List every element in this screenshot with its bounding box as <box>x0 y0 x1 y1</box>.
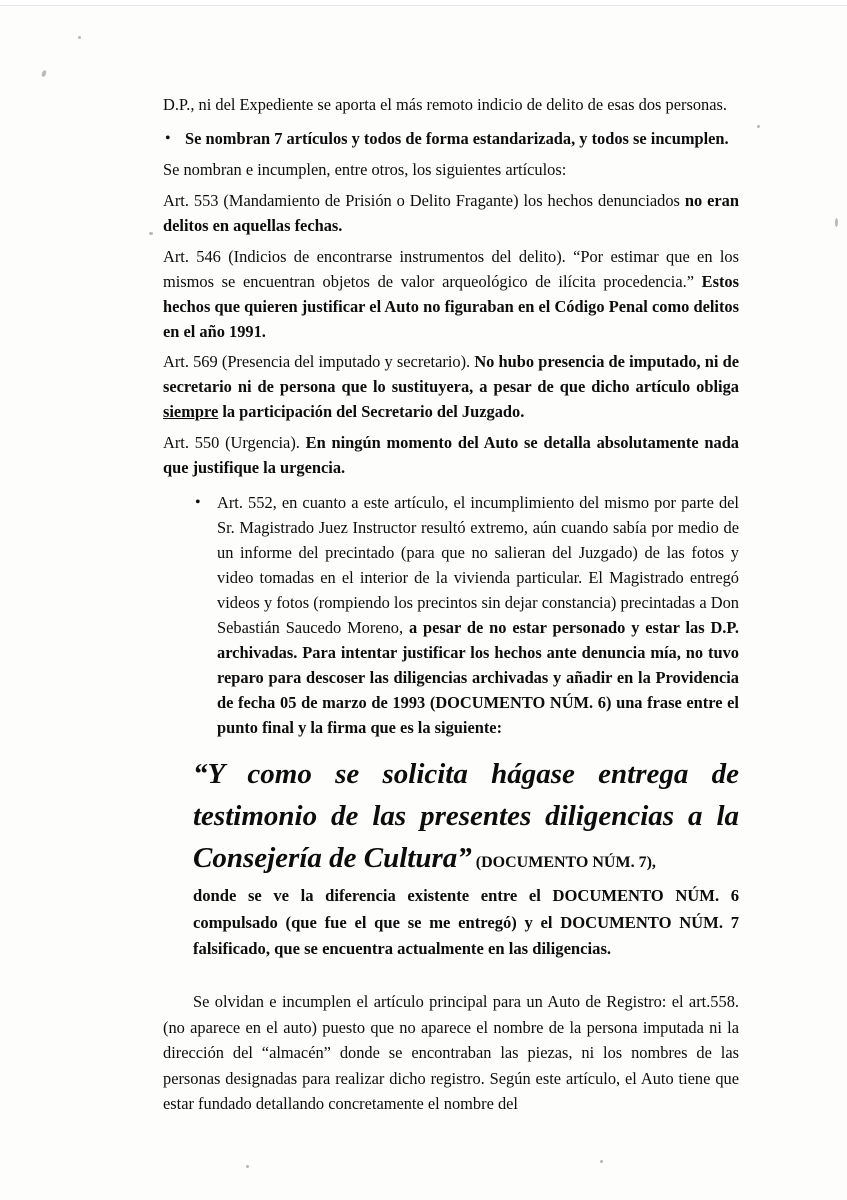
bullet-glyph: • <box>165 129 171 147</box>
paragraph-art-553 <box>163 189 739 239</box>
art-550-bold: En ningún momento del Auto se detalla absolutamente nada que justifique la urgencia. <box>163 433 740 478</box>
quotation-large: “Y como se solicita hágase entrega de testimonio de las presentes diligencias a la Consejería de Cultura” <box>193 757 739 874</box>
scan-speck <box>246 1165 249 1168</box>
paragraph-final: Se olvidan e incumplen el artículo principal para un Auto de Registro: el art.558. (no aparece en el auto) puesto que no aparece el nombre de la persona imputada ni la dirección del “almacén” donde se encontraban las piezas, ni los nombres de las personas designadas para realizar dicho registro. Según este artículo, el Auto tiene que estar fundado detallando concretamente el nombre del <box>163 992 739 1113</box>
art-569-bold-b: la participación del Secretario del Juzgado. <box>218 402 525 422</box>
art-569-bold-a: No hubo presencia de imputado, ni de secretario ni de persona que lo sustituyera, a pesar de que dicho artículo obliga <box>163 352 739 397</box>
quotation-text <box>193 753 739 879</box>
paragraph-art-546 <box>163 245 739 345</box>
scan-speck <box>41 69 48 77</box>
bullet-glyph: • <box>195 494 201 512</box>
quotation-document-ref: (DOCUMENTO NÚM. 7), <box>471 853 656 871</box>
paragraph-art-550 <box>163 431 739 481</box>
scan-edge <box>0 0 847 6</box>
scan-speck <box>835 218 838 227</box>
paragraph-list-intro: Se nombran e incumplen, entre otros, los siguientes artículos: <box>163 159 567 179</box>
art-552-bold: a pesar de no estar personado y estar las D.P. archivadas. Para intentar justificar los hechos ante denuncia mía, no tuvo reparo para descoser las diligencias archivadas y añadir en la Providencia de fecha 05 de marzo de 1993 (DOCUMENTO NÚM. 6) una frase entre el punto final y la firma que es la siguiente: <box>217 617 739 737</box>
document-body <box>163 93 739 1116</box>
bullet-item-art-552 <box>193 491 739 740</box>
bullet-item-articles <box>163 127 739 152</box>
quotation-block <box>193 753 739 964</box>
scan-speck <box>78 36 81 39</box>
art-553-normal: Art. 553 (Mandamiento de Prisión o Delito Fragante) los hechos denunciados <box>163 190 685 210</box>
quotation-followup: donde se ve la diferencia existente entre el DOCUMENTO NÚM. 6 compulsado (que fue el que se me entregó) y el DOCUMENTO NÚM. 7 falsificado, que se encuentra actualmente en las diligencias. <box>193 885 739 959</box>
paragraph-art-552 <box>217 491 739 740</box>
art-546-bold: Estos hechos que quieren justificar el Auto no figuraban en el Código Penal como delitos en el año 1991. <box>163 271 739 341</box>
art-569-normal: Art. 569 (Presencia del imputado y secretario). <box>163 352 475 372</box>
paragraph-intro: D.P., ni del Expediente se aporta el más remoto indicio de delito de esas dos personas. <box>163 95 727 114</box>
art-552-normal: Art. 552, en cuanto a este artículo, el incumplimiento del mismo por parte del Sr. Magistrado Juez Instructor resultó extremo, aún cuando sabía por medio de un informe del precintado (para que no salieran del Juzgado) de las fotos y video tomadas en el interior de la vivienda particular. El Magistrado entregó videos y fotos (rompiendo los precintos sin dejar constancia) precintadas a Don Sebastián Saucedo Moreno, <box>217 493 739 637</box>
scan-speck <box>600 1160 603 1163</box>
bullet-text-articles: Se nombran 7 artículos y todos de forma estandarizada, y todos se incumplen. <box>185 128 729 148</box>
scan-speck <box>757 125 760 128</box>
art-550-normal: Art. 550 (Urgencia). <box>163 433 306 453</box>
paragraph-art-569 <box>163 350 739 425</box>
art-569-emphasis: siempre <box>163 402 219 422</box>
art-546-normal: Art. 546 (Indicios de encontrarse instrumentos del delito). “Por estimar que en los mismos se encuentran objetos de valor arqueológico de ilícita procedencia.” <box>163 246 739 291</box>
closing-paragraph-wrap <box>163 989 739 1116</box>
art-553-bold: no eran delitos en aquellas fechas. <box>163 190 739 235</box>
scan-speck <box>149 232 153 235</box>
